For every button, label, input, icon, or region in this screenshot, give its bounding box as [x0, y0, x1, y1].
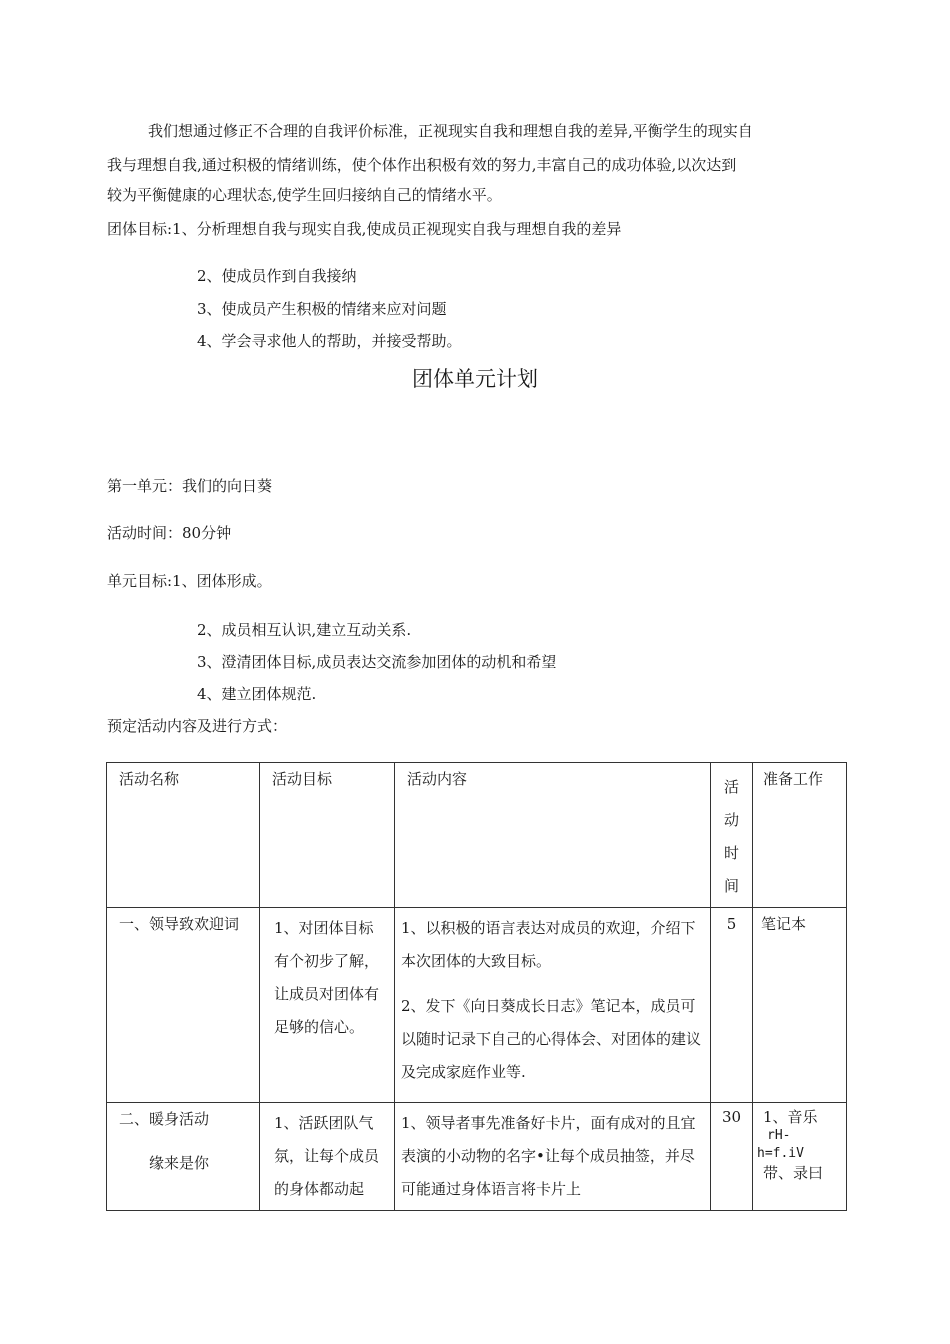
- table-cell: [260, 1103, 395, 1211]
- table-cell: [107, 908, 260, 1103]
- header-activity-time: [711, 763, 752, 903]
- row2-name: 二、暖身活动: [119, 1110, 210, 1128]
- row2-prep-line: 带、录曰: [763, 1164, 824, 1182]
- row1-content: [395, 908, 710, 1093]
- header-cell: [107, 763, 260, 908]
- unit-goal-item: 2、成员相互认识,建立互动关系.: [197, 621, 412, 639]
- unit-name: 第一单元：我们的向日葵: [107, 477, 273, 495]
- header-cell: [395, 763, 711, 908]
- unit-goal-item: 4、建立团体规范.: [197, 685, 317, 703]
- row1-name: 一、领导致欢迎词: [119, 915, 240, 933]
- row2-subname: 缘来是你: [149, 1154, 210, 1172]
- unit-time: 活动时间：80分钟: [107, 524, 232, 542]
- group-goal-item: 2、使成员作到自我接纳: [197, 267, 357, 285]
- row1-prep: 笔记本: [761, 915, 807, 933]
- row2-prep-line: h=f.iV: [757, 1146, 804, 1161]
- table-cell: [107, 1103, 260, 1211]
- row1-time: 5: [726, 915, 737, 933]
- row1-content-p2: 2、发下《向日葵成长日志》笔记本，成员可以随时记录下自己的心得体会、对团体的建议及完成家庭作业等.: [401, 997, 702, 1081]
- row1-content-p1: 1、以积极的语言表达对成员的欢迎，介绍下本次团体的大致目标。: [401, 919, 696, 970]
- intro-line-1: 我们想通过修正不合理的自我评价标准，正视现实自我和理想自我的差异,平衡学生的现实自: [148, 122, 753, 140]
- row2-goal: 1、活跃团队气氛，让每个成员的身体都动起: [274, 1114, 380, 1198]
- intro-line-3: 较为平衡健康的心理状态,使学生回归接纳自己的情绪水平。: [107, 186, 502, 204]
- group-goal-item: 4、学会寻求他人的帮助，并接受帮助。: [197, 332, 462, 350]
- table-cell: [753, 1103, 847, 1211]
- table-cell: [711, 1103, 753, 1211]
- unit-goal-label: 单元目标:1、团体形成。: [107, 572, 272, 590]
- table-cell: [260, 908, 395, 1103]
- header-activity-goal: 活动目标: [272, 770, 333, 788]
- unit-goal-item: 3、澄清团体目标,成员表达交流参加团体的动机和希望: [197, 653, 557, 671]
- section-title: 团体单元计划: [412, 367, 538, 391]
- table-cell: [395, 908, 711, 1103]
- row2-content: 1、领导者事先准备好卡片，面有成对的且宜表演的小动物的名字•让每个成员抽签，并尽可能通过身体语言将卡片上: [401, 1114, 696, 1198]
- row2-prep-line: 1、音乐: [763, 1108, 818, 1126]
- header-preparation: 准备工作: [763, 770, 824, 788]
- table-header-row: [107, 763, 847, 908]
- row2-prep-line: rH-: [767, 1128, 791, 1143]
- header-activity-content: 活动内容: [407, 770, 468, 788]
- header-activity-name: 活动名称: [119, 770, 180, 788]
- row1-goal: 1、对团体目标有个初步了解，让成员对团体有足够的信心。: [274, 919, 380, 1036]
- table-row: [107, 1103, 847, 1211]
- table-cell: [753, 908, 847, 1103]
- header-cell: [753, 763, 847, 908]
- header-time-char: 活: [723, 778, 739, 796]
- row2-prep: [753, 1103, 846, 1187]
- group-goals-label: 团体目标:1、分析理想自我与现实自我,使成员正视现实自我与理想自我的差异: [107, 220, 622, 238]
- header-time-char: 动: [723, 811, 739, 829]
- table-cell: [395, 1103, 711, 1211]
- table-row: [107, 908, 847, 1103]
- activity-table: [106, 762, 847, 1211]
- table-cell: [711, 908, 753, 1103]
- row2-time: 30: [721, 1108, 742, 1126]
- header-time-char: 时: [723, 844, 739, 862]
- header-time-char: 间: [723, 877, 739, 895]
- plan-label: 预定活动内容及进行方式：: [107, 717, 288, 735]
- group-goal-item: 3、使成员产生积极的情绪来应对问题: [197, 300, 447, 318]
- intro-line-2: 我与理想自我,通过积极的情绪训练，使个体作出积极有效的努力,丰富自己的成功体验,以次达到: [107, 156, 737, 174]
- header-cell: [260, 763, 395, 908]
- header-cell: [711, 763, 753, 908]
